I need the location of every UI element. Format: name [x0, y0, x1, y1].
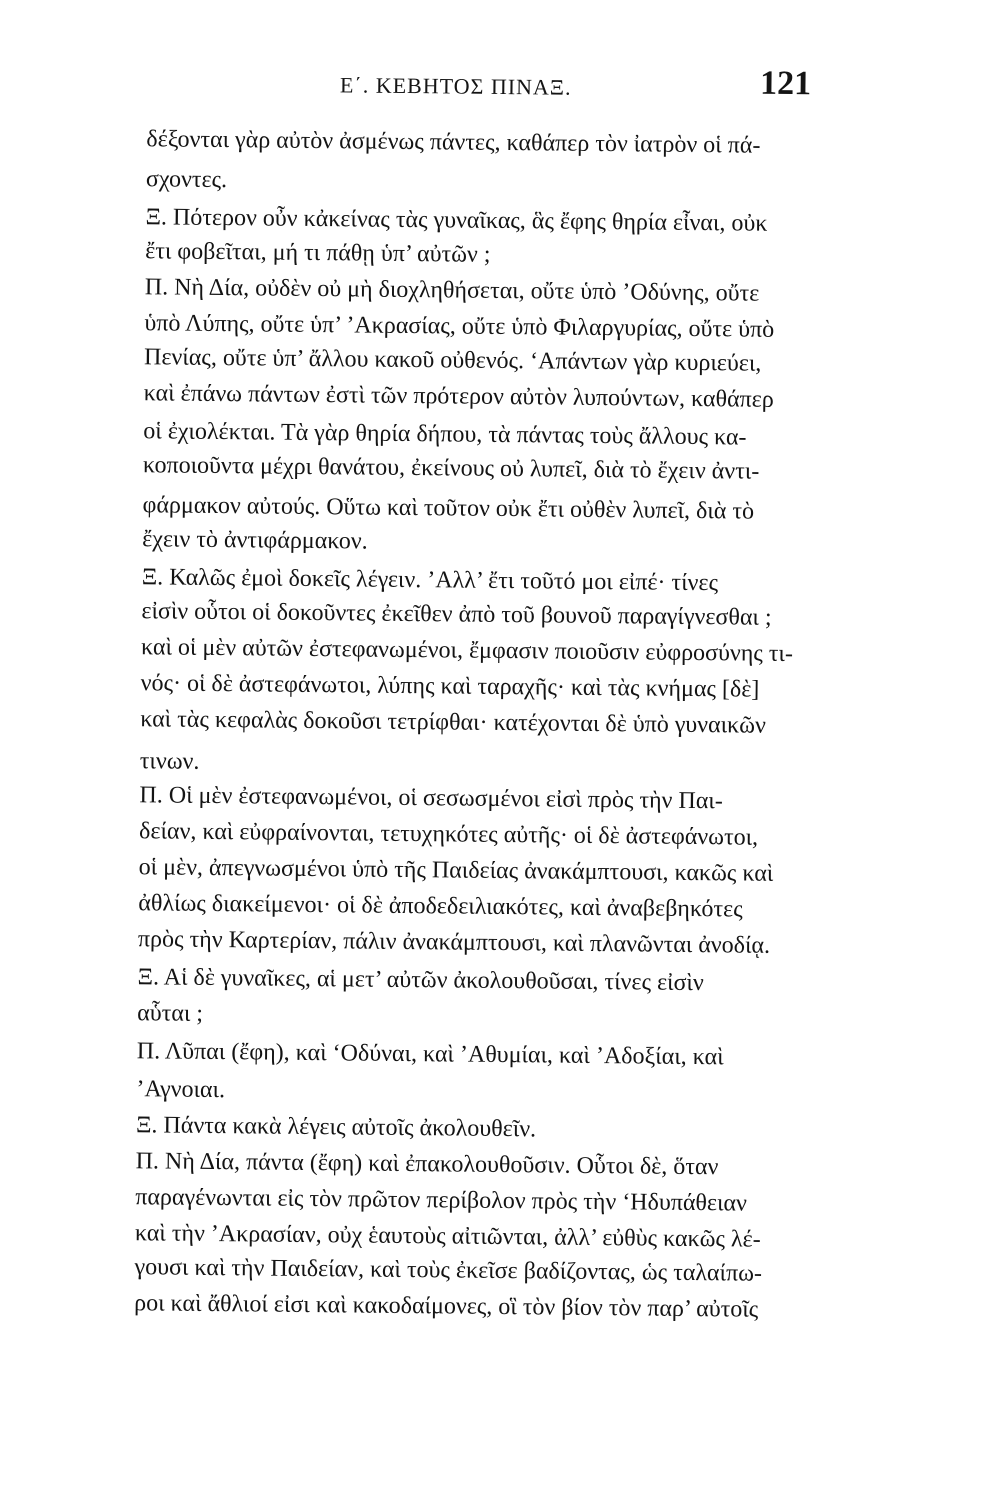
text-line: εἰσὶν οὗτοι οἱ δοκοῦντες ἐκεῖθεν ἀπὸ τοῦ βουνοῦ παραγίγνεσθαι ; [141, 598, 772, 631]
text-line: ροι καὶ ἄθλιοί εἰσι καὶ κακοδαίμονες, οἳ τὸν βίον τὸν παρ’ αὐτοῖς [134, 1290, 759, 1323]
text-line: Ξ. Αἱ δὲ γυναῖκες, αἱ μετ’ αὐτῶν ἀκολουθοῦσαι, τίνες εἰσὶν [137, 964, 704, 997]
text-line: καὶ οἱ μὲν αὐτῶν ἐστεφανωμένοι, ἔμφασιν ποιοῦσιν εὐφροσύνης τι- [140, 634, 794, 668]
text-line: δέξονται γὰρ αὐτὸν ἀσμένως πάντες, καθάπερ τὸν ἰατρὸν οἱ πά- [146, 126, 761, 159]
text-line: οἱ ἐχιολέκται. Τὰ γὰρ θηρία δήπου, τὰ πάντας τοὺς ἄλλους κα- [143, 418, 747, 451]
text-line: παραγένωνται εἰς τὸν πρῶτον περίβολον πρὸς τὴν ‘Ηδυπάθειαν [135, 1184, 748, 1217]
running-title: Ε΄. ΚΕΒΗΤΟΣ ΠΙΝΑΞ. [339, 72, 572, 100]
text-line: καὶ τὰς κεφαλὰς δοκοῦσι τετρίφθαι· κατέχονται δὲ ὑπὸ γυναικῶν [140, 706, 767, 739]
text-line: Ξ. Πότερον οὖν κἀκείνας τὰς γυναῖκας, ἃς ἔφης θηρία εἶναι, οὐκ [145, 204, 768, 237]
text-line: Π. Οἱ μὲν ἐστεφανωμένοι, οἱ σεσωσμένοι εἰσὶ πρὸς τὴν Παι- [139, 782, 723, 815]
text-line: σχοντες. [145, 166, 228, 194]
text-line: Ξ. Καλῶς ἐμοὶ δοκεῖς λέγειν. ’Αλλ’ ἔτι τοῦτό μοι εἰπέ· τίνες [141, 564, 719, 597]
page-number: 121 [759, 64, 812, 103]
text-line: αὗται ; [137, 1000, 204, 1027]
text-line: καὶ ἐπάνω πάντων ἐστὶ τῶν πρότερον αὐτὸν λυπούντων, καθάπερ [143, 380, 774, 413]
text-line: πρὸς τὴν Καρτερίαν, πάλιν ἀνακάμπτουσι, καὶ πλανῶνται ἀνοδίᾳ. [137, 926, 771, 959]
text-line: δείαν, καὶ εὐφραίνονται, τετυχηκότες αὐτῆς· οἱ δὲ ἀστεφάνωτοι, [138, 818, 759, 851]
text-line: Πενίας, οὔτε ὑπ’ ἄλλου κακοῦ οὐθενός. ‘Απάντων γὰρ κυριεύει, [143, 344, 762, 377]
text-line: νός· οἱ δὲ ἀστεφάνωτοι, λύπης καὶ ταραχῆς· καὶ τὰς κνήμας [δὲ] [140, 670, 760, 703]
text-line: κοποιοῦντα μέχρι θανάτου, ἐκείνους οὐ λυπεῖ, διὰ τὸ ἔχειν ἀντι- [142, 452, 760, 485]
text-line: Π. Νὴ Δία, οὐδὲν οὐ μὴ διοχληθήσεται, οὔτε ὑπὸ ’Οδύνης, οὔτε [144, 274, 760, 307]
text-line: ὑπὸ Λύπης, οὔτε ὑπ’ ’Ακρασίας, οὔτε ὑπὸ Φιλαργυρίας, οὔτε ὑπὸ [144, 310, 775, 343]
text-line: τινων. [139, 748, 200, 775]
text-line: Π. Νὴ Δία, πάντα (ἔφη) καὶ ἐπακολουθοῦσιν. Οὗτοι δὲ, ὅταν [135, 1148, 719, 1181]
text-line: Π. Λῦπαι (ἔφη), καὶ ‘Οδύναι, καὶ ’Αθυμίαι, καὶ ’Αδοξίαι, καὶ [136, 1038, 724, 1071]
text-line: ἀθλίως διακείμενοι· οἱ δὲ ἀποδεδειλιακότες, καὶ ἀναβεβηκότες [138, 890, 743, 923]
text-line: ’Αγνοιαι. [136, 1076, 226, 1104]
text-line: Ξ. Πάντα κακὰ λέγεις αὐτοῖς ἀκολουθεῖν. [135, 1112, 537, 1143]
text-line: ἔτι φοβεῖται, μή τι πάθῃ ὑπ’ αὐτῶν ; [145, 238, 491, 268]
text-line: γουσι καὶ τὴν Παιδείαν, καὶ τοὺς ἐκεῖσε βαδίζοντας, ὡς ταλαίπω- [134, 1254, 763, 1287]
text-line: καὶ τὴν ’Ακρασίαν, οὐχ ἑαυτοὺς αἰτιῶνται, ἀλλ’ εὐθὺς κακῶς λέ- [134, 1220, 761, 1253]
text-line: ἔχειν τὸ ἀντιφάρμακον. [142, 526, 368, 555]
text-line: φάρμακον αὐτούς. Οὕτω καὶ τοῦτον οὐκ ἔτι οὐθὲν λυπεῖ, διὰ τὸ [142, 492, 755, 525]
text-line: οἱ μὲν, ἀπεγνωσμένοι ὑπὸ τῆς Παιδείας ἀνακάμπτουσι, κακῶς καὶ [138, 854, 774, 887]
